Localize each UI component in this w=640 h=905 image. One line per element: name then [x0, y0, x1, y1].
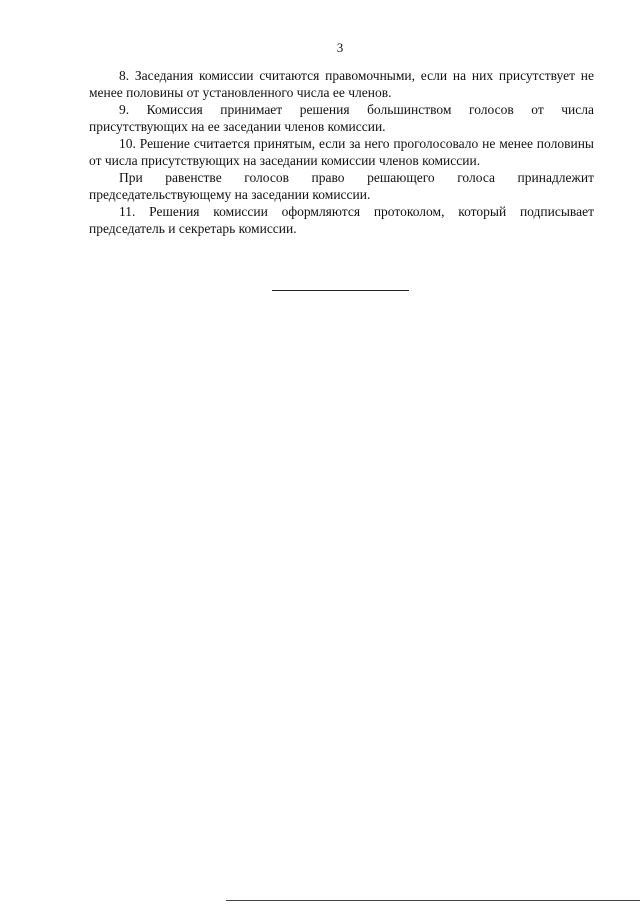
scan-edge-line	[226, 900, 640, 901]
paragraph-9: 9. Комиссия принимает решения большинством голосов от числа присутствующих на ее заседании членов комиссии.	[89, 102, 594, 134]
paragraph-8: 8. Заседания комиссии считаются правомочными, если на них присутствует не менее половины от установленного числа ее членов.	[89, 68, 594, 100]
paragraph-tie-vote: При равенстве голосов право решающего голоса принадлежит председательствующему на заседании комиссии.	[89, 170, 594, 202]
paragraph-11: 11. Решения комиссии оформляются протоколом, который подписывает председатель и секретарь комиссии.	[89, 204, 594, 236]
paragraph-10: 10. Решение считается принятым, если за него проголосовало не менее половины от числа присутствующих на заседании комиссии членов комиссии.	[89, 136, 594, 168]
document-body	[89, 67, 594, 237]
page-number: 3	[336, 40, 344, 55]
end-divider-line	[272, 290, 409, 291]
